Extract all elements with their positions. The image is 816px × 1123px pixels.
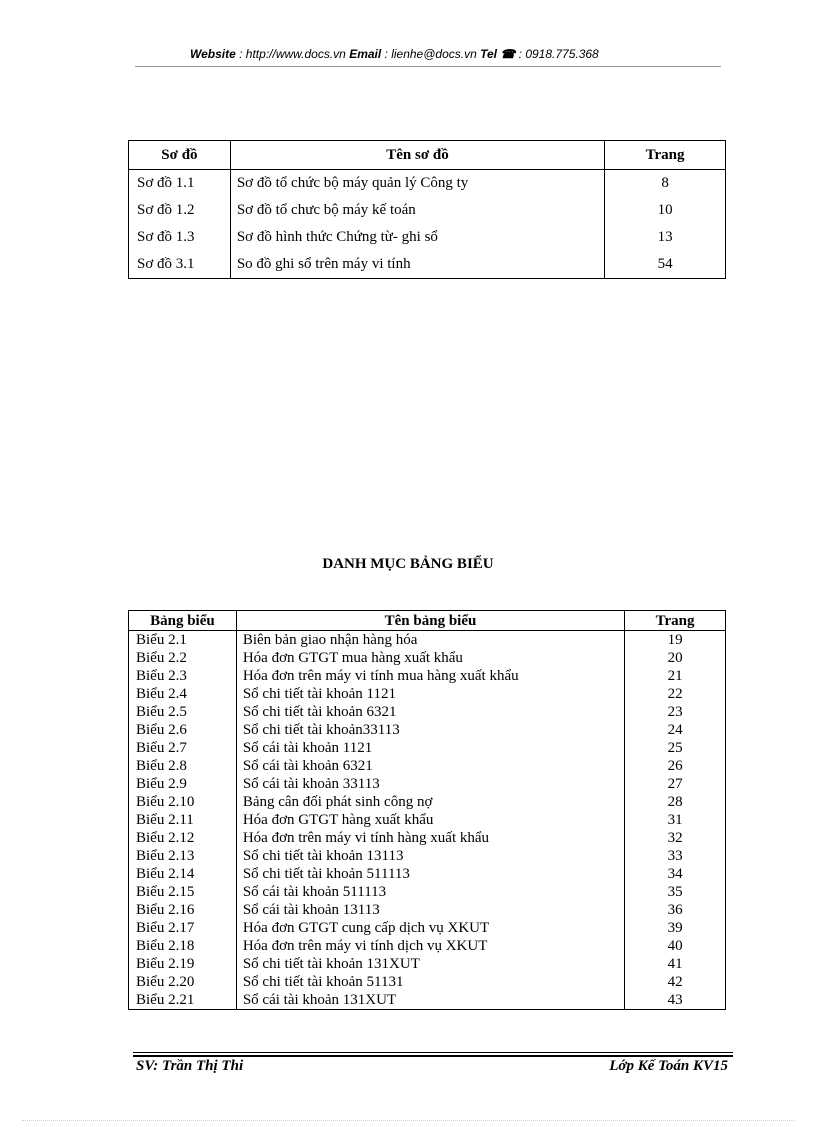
row-title: Sổ cái tài khoản 13113	[236, 901, 624, 919]
table-row	[129, 649, 726, 667]
row-title: Sổ cái tài khoản 33113	[236, 775, 624, 793]
table-row	[129, 991, 726, 1010]
row-id: Sơ đồ 1.2	[129, 197, 231, 224]
header-divider	[135, 66, 721, 67]
table-row	[129, 847, 726, 865]
table-header-row	[129, 611, 726, 631]
row-id: Biểu 2.15	[129, 883, 237, 901]
page-header	[190, 47, 670, 65]
column-header: Bảng biểu	[129, 611, 237, 631]
tel-value: : 0918.775.368	[515, 47, 599, 61]
row-id: Biểu 2.3	[129, 667, 237, 685]
row-id: Biểu 2.12	[129, 829, 237, 847]
row-page: 19	[625, 631, 726, 650]
row-title: Hóa đơn GTGT cung cấp dịch vụ XKUT	[236, 919, 624, 937]
table-row	[129, 667, 726, 685]
row-page: 24	[625, 721, 726, 739]
table-row	[129, 224, 726, 251]
email-label: Email	[349, 47, 382, 61]
row-page: 42	[625, 973, 726, 991]
footer-divider	[133, 1055, 733, 1057]
row-title: Hóa đơn trên máy vi tính dịch vụ XKUT	[236, 937, 624, 955]
table-row	[129, 757, 726, 775]
row-title: Sổ chi tiết tài khoản 511113	[236, 865, 624, 883]
row-title: Sổ chi tiết tài khoản 51131	[236, 973, 624, 991]
row-id: Sơ đồ 1.3	[129, 224, 231, 251]
table-row	[129, 197, 726, 224]
column-header: Tên bảng biểu	[236, 611, 624, 631]
row-id: Biểu 2.17	[129, 919, 237, 937]
row-title: Hóa đơn GTGT hàng xuất khẩu	[236, 811, 624, 829]
row-title: Sổ chi tiết tài khoản 131XUT	[236, 955, 624, 973]
table-row	[129, 170, 726, 198]
row-id: Biểu 2.9	[129, 775, 237, 793]
table-row	[129, 919, 726, 937]
table-row	[129, 973, 726, 991]
row-page: 35	[625, 883, 726, 901]
table-row	[129, 703, 726, 721]
row-page: 31	[625, 811, 726, 829]
footer-class: Lớp Kế Toán KV15	[609, 1058, 728, 1074]
table-row	[129, 937, 726, 955]
row-page: 25	[625, 739, 726, 757]
table-row	[129, 811, 726, 829]
row-page: 41	[625, 955, 726, 973]
row-page: 22	[625, 685, 726, 703]
row-id: Sơ đồ 3.1	[129, 251, 231, 279]
tel-label: Tel	[480, 47, 498, 61]
table-list-table	[128, 610, 726, 1010]
row-id: Biểu 2.4	[129, 685, 237, 703]
row-title: Sơ đồ hình thức Chứng từ- ghi sổ	[230, 224, 604, 251]
row-id: Biểu 2.8	[129, 757, 237, 775]
column-header: Sơ đồ	[129, 141, 231, 170]
row-id: Biểu 2.16	[129, 901, 237, 919]
row-page: 26	[625, 757, 726, 775]
row-title: Sổ chi tiết tài khoản 1121	[236, 685, 624, 703]
row-title: Sổ cái tài khoản 6321	[236, 757, 624, 775]
column-header: Trang	[625, 611, 726, 631]
table-row	[129, 775, 726, 793]
table-row	[129, 955, 726, 973]
row-page: 36	[625, 901, 726, 919]
row-page: 8	[605, 170, 726, 198]
row-id: Biểu 2.1	[129, 631, 237, 650]
table-row	[129, 251, 726, 279]
table-row	[129, 739, 726, 757]
table-row	[129, 685, 726, 703]
row-id: Biểu 2.20	[129, 973, 237, 991]
row-title: Hóa đơn GTGT mua hàng xuất khẩu	[236, 649, 624, 667]
row-page: 40	[625, 937, 726, 955]
row-id: Sơ đồ 1.1	[129, 170, 231, 198]
row-page: 21	[625, 667, 726, 685]
row-title: Sổ cái tài khoản 1121	[236, 739, 624, 757]
row-page: 10	[605, 197, 726, 224]
row-page: 34	[625, 865, 726, 883]
row-id: Biểu 2.10	[129, 793, 237, 811]
table-row	[129, 721, 726, 739]
email-value: : lienhe@docs.vn	[381, 47, 481, 61]
row-page: 28	[625, 793, 726, 811]
row-page: 39	[625, 919, 726, 937]
row-title: Bảng cân đối phát sinh công nợ	[236, 793, 624, 811]
row-page: 13	[605, 224, 726, 251]
row-title: Sơ đồ tổ chưc bộ máy kế toán	[230, 197, 604, 224]
row-title: Sổ cái tài khoản 511113	[236, 883, 624, 901]
row-page: 27	[625, 775, 726, 793]
row-title: Sơ đồ tổ chức bộ máy quản lý Công ty	[230, 170, 604, 198]
table-row	[129, 865, 726, 883]
table-row	[129, 793, 726, 811]
row-id: Biểu 2.14	[129, 865, 237, 883]
table-row	[129, 631, 726, 650]
row-page: 23	[625, 703, 726, 721]
column-header: Tên sơ đồ	[230, 141, 604, 170]
diagram-list-table	[128, 140, 726, 279]
row-id: Biểu 2.11	[129, 811, 237, 829]
column-header: Trang	[605, 141, 726, 170]
row-page: 20	[625, 649, 726, 667]
row-title: Hóa đơn trên máy vi tính hàng xuất khẩu	[236, 829, 624, 847]
row-page: 43	[625, 991, 726, 1010]
row-id: Biểu 2.6	[129, 721, 237, 739]
row-id: Biểu 2.2	[129, 649, 237, 667]
row-id: Biểu 2.13	[129, 847, 237, 865]
page-bottom-border	[22, 1120, 794, 1121]
phone-icon: ☎	[500, 47, 516, 61]
row-id: Biểu 2.21	[129, 991, 237, 1010]
row-title: Sổ chi tiết tài khoản 13113	[236, 847, 624, 865]
row-page: 54	[605, 251, 726, 279]
row-id: Biểu 2.19	[129, 955, 237, 973]
row-page: 33	[625, 847, 726, 865]
footer-divider	[133, 1052, 733, 1053]
row-title: Sổ cái tài khoản 131XUT	[236, 991, 624, 1010]
table-row	[129, 829, 726, 847]
website-value: : http://www.docs.vn	[235, 47, 350, 61]
row-id: Biểu 2.5	[129, 703, 237, 721]
section-title: DANH MỤC BẢNG BIỂU	[322, 556, 494, 572]
row-title: Biên bản giao nhận hàng hóa	[236, 631, 624, 650]
table-header-row	[129, 141, 726, 170]
row-page: 32	[625, 829, 726, 847]
website-label: Website	[190, 47, 236, 61]
row-id: Biểu 2.18	[129, 937, 237, 955]
table-row	[129, 883, 726, 901]
row-title: So đồ ghi sổ trên máy vi tính	[230, 251, 604, 279]
row-title: Sổ chi tiết tài khoản33113	[236, 721, 624, 739]
row-title: Hóa đơn trên máy vi tính mua hàng xuất khẩu	[236, 667, 624, 685]
row-title: Sổ chi tiết tài khoản 6321	[236, 703, 624, 721]
footer-student: SV: Trần Thị Thi	[136, 1058, 244, 1074]
table-row	[129, 901, 726, 919]
row-id: Biểu 2.7	[129, 739, 237, 757]
